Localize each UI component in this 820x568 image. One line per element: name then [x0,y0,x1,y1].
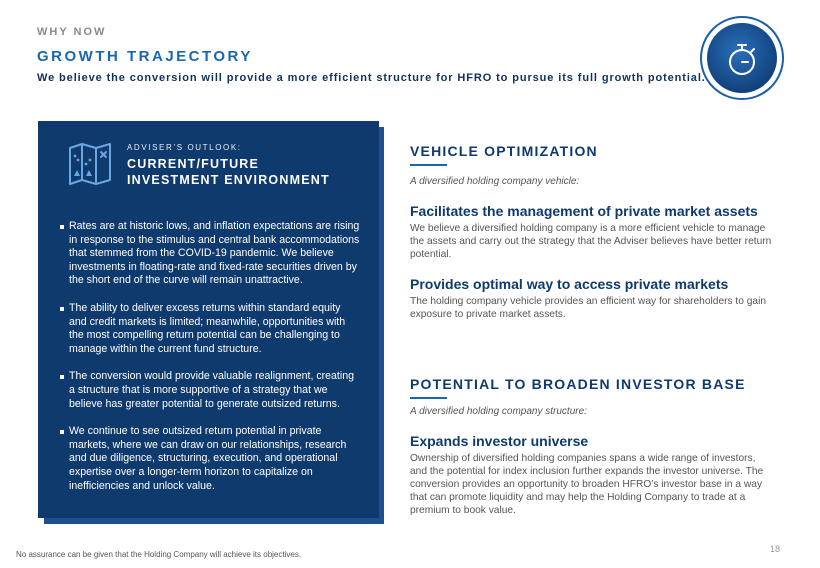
panel-eyebrow: ADVISER’S OUTLOOK: [127,143,242,152]
page-title: GROWTH TRAJECTORY [37,48,253,65]
vehicle-section-note: A diversified holding company vehicle: [410,176,580,187]
investor-item1-body: Ownership of diversified holding companies spans a wide range of investors, and the potential for index inclusion further expands the investor universe. The conversion provides an opportunity to broaden HFRO’s investor base in a way that can promote liquidity and may help the Holding Company to trade at a premium to book value. [410,453,764,516]
vehicle-section-title: VEHICLE OPTIMIZATION [410,143,598,159]
panel-heading [127,156,330,188]
vehicle-item2-body: The holding company vehicle provides an efficient way for shareholders to gain exposure to private market assets. [410,296,767,320]
section-rule [410,164,447,166]
list-item: We continue to see outsized return potential in private markets, where we can draw on our relationships, research and due diligence, structuring, execution, and operational expertise over a longer-term horizon to capitalize on inefficiencies and unlock value. [60,425,360,493]
list-item: The conversion would provide valuable realignment, creating a structure that is more supportive of a strategy that we believe has greater potential to generate outsized returns. [60,370,360,411]
vehicle-item1-title: Facilitates the management of private market assets [410,203,758,219]
vehicle-item1-body: We believe a diversified holding company is a more efficient vehicle to manage the assets and carry out the strategy that the Adviser believes have better return potential. [410,223,772,260]
page-subtitle: We believe the conversion will provide a more efficient structure for HFRO to pursue its full growth potential. [37,72,706,84]
investor-item1-title: Expands investor universe [410,433,589,449]
panel-heading-line1: CURRENT/FUTURE [127,157,260,171]
outlook-bullet-list [60,220,360,507]
stopwatch-badge [700,16,784,100]
list-item: The ability to deliver excess returns within standard equity and credit markets is limited; meanwhile, opportunities with the most compelling return potential can be challenging to manage within the current fund structure. [60,302,360,356]
vehicle-item2-title: Provides optimal way to access private markets [410,276,729,292]
footnote: No assurance can be given that the Holding Company will achieve its objectives. [16,550,302,559]
investor-section-title: POTENTIAL TO BROADEN INVESTOR BASE [410,376,746,392]
advisers-outlook-panel [38,121,379,518]
section-rule [410,397,447,399]
kicker: WHY NOW [37,26,107,38]
stopwatch-icon [702,18,786,102]
page-number: 18 [770,544,781,554]
list-item: Rates are at historic lows, and inflation expectations are rising in response to the stimulus and central bank accommodations that stemmed from the COVID-19 pandemic. We believe investments in floating-rate and fixed-rate securities driven by the short end of the curve will remain unattractive. [60,220,360,288]
investor-section-note: A diversified holding company structure: [410,406,587,417]
panel-heading-line2: INVESTMENT ENVIRONMENT [127,173,330,187]
strategy-map-icon [66,140,116,188]
